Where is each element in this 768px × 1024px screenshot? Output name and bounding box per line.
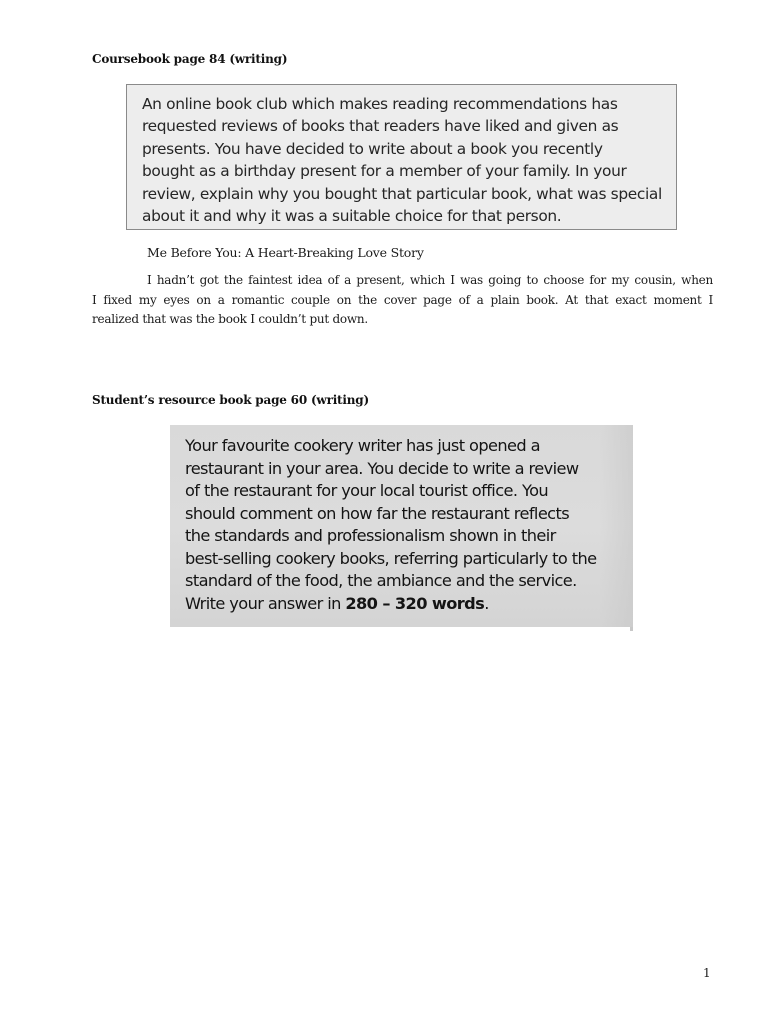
task-line: of the restaurant for your local tourist office. You — [185, 481, 549, 500]
scan-edge-mark — [630, 627, 633, 631]
review-title: Me Before You: A Heart-Breaking Love Story — [147, 245, 424, 260]
word-count-line — [185, 593, 625, 616]
task-line: An online book club which makes reading recommendations has — [142, 95, 618, 113]
paragraph-line: I fixed my eyes on a romantic couple on the cover page of a plain book. At that exact moment I — [92, 292, 713, 307]
task-line: best-selling cookery books, referring particularly to the — [185, 548, 597, 568]
page-number: 1 — [703, 966, 711, 980]
paragraph-line: I hadn’t got the faintest idea of a present, which I was going to choose for my cousin, when — [147, 273, 713, 287]
task-line: the standards and professionalism shown in their — [185, 526, 556, 545]
task-line: presents. You have decided to write about a book you recently — [142, 139, 603, 158]
task-line: restaurant in your area. You decide to write a review — [185, 458, 579, 478]
resource-book-task-scan — [170, 425, 633, 627]
review-paragraph — [92, 271, 713, 330]
task-line: bought as a birthday present for a member of your family. In your — [142, 162, 627, 181]
coursebook-task-scan — [126, 84, 677, 230]
section-heading-resource-book: Student’s resource book page 60 (writing) — [92, 393, 369, 407]
task-line: should comment on how far the restaurant reflects — [185, 503, 570, 523]
word-count-prefix: Write your answer in — [185, 593, 346, 613]
scan-shadow — [599, 425, 633, 627]
task-line: requested reviews of books that readers have liked and given as — [142, 117, 619, 136]
task-line: about it and why it was a suitable choice for that person. — [142, 207, 562, 226]
task-line: review, explain why you bought that particular book, what was special — [142, 184, 662, 203]
task-line: standard of the food, the ambiance and the service. — [185, 571, 577, 590]
word-count-suffix: . — [484, 593, 489, 613]
section-heading-coursebook: Coursebook page 84 (writing) — [92, 52, 288, 66]
paragraph-line: realized that was the book I couldn’t put down. — [92, 312, 368, 326]
word-count-range: 280 – 320 words — [345, 593, 485, 613]
task-line: Your favourite cookery writer has just opened a — [185, 436, 540, 455]
